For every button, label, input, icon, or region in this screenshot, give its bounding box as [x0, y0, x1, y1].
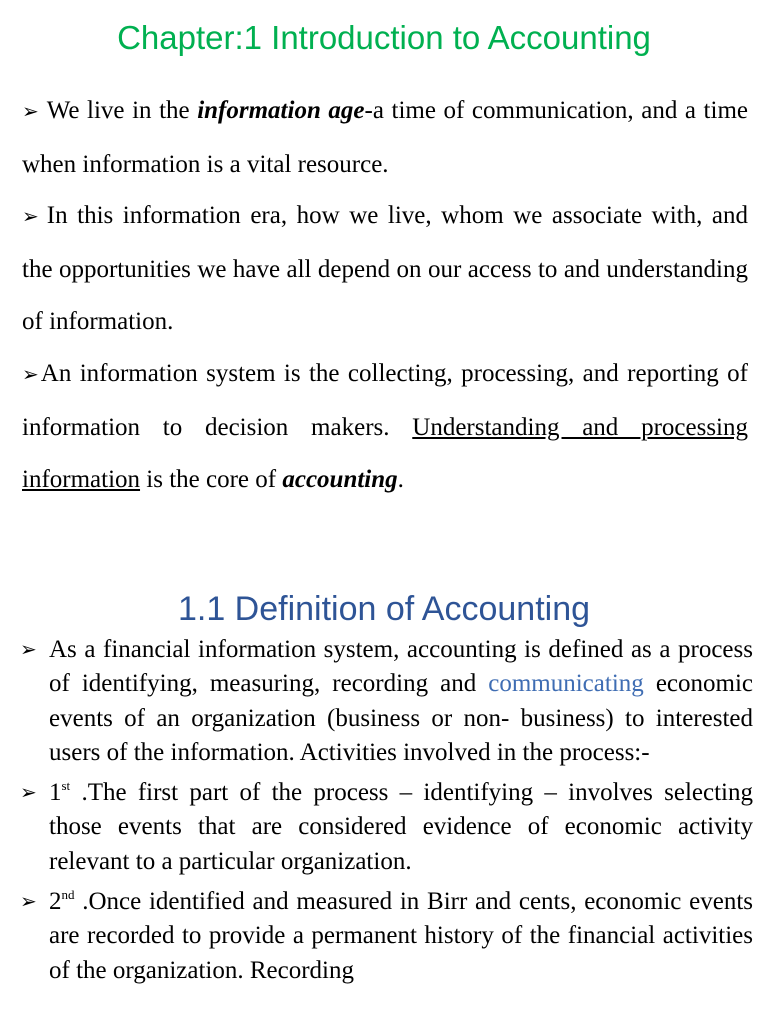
- definition-b3-text: .Once identified and measured in Birr and cents, economic events are recorded to provide a permanent history of the financial activities of the organization. Recording: [49, 888, 753, 984]
- definition-bullet-3: [20, 885, 753, 988]
- definition-b1-text-b: economic events of an organization (business or non- business) to interested users of the information. Activities involved in the process:-: [49, 670, 753, 766]
- intro-paragraph-3: [22, 348, 748, 507]
- definition-b3-ordinal: nd: [61, 887, 75, 903]
- definition-b3-number: 2: [49, 888, 62, 916]
- definition-b2-text: .The first part of the process – identifying – involves selecting those events that are considered evidence of economic activity relevant to a particular organization.: [49, 779, 753, 875]
- intro-p3-emphasis: accounting: [282, 466, 398, 493]
- intro-p1-text-a: We live in the: [46, 97, 198, 124]
- definition-b1-text-a: As a financial information system, accounting is defined as a process of identifying, measuring, recording and: [49, 636, 753, 698]
- definition-b2-ordinal: st: [61, 778, 71, 794]
- intro-paragraph-2: [22, 190, 748, 349]
- arrow-bullet-icon: ➢: [20, 891, 37, 914]
- intro-p1-text-b: -a time of communication, and a time when information is a vital resource.: [22, 97, 748, 178]
- chapter-title: Chapter:1 Introduction to Accounting: [117, 19, 651, 56]
- definition-b2-number: 1: [49, 779, 62, 807]
- intro-p2-text: In this information era, how we live, whom we associate with, and the opportunities we have all depend on our access to and understanding of information.: [22, 202, 748, 335]
- intro-paragraph-1: [22, 85, 748, 191]
- arrow-bullet-icon: ➢: [20, 639, 37, 661]
- definition-bullet-2: [20, 776, 753, 879]
- intro-p1-emphasis: information age: [197, 97, 365, 124]
- intro-p3-text-b: is the core of: [140, 466, 283, 493]
- intro-p3-text-a: An information system is the collecting, processing, and reporting of information to decision makers.: [22, 360, 748, 441]
- communicating-link[interactable]: communicating: [488, 670, 644, 698]
- section-title: 1.1 Definition of Accounting: [177, 590, 591, 628]
- definition-list: [20, 633, 753, 988]
- intro-p3-underlined: Understanding and processing information: [22, 413, 748, 493]
- intro-p3-text-c: .: [397, 466, 404, 493]
- arrow-bullet-icon: ➢: [20, 782, 37, 805]
- definition-bullet-1: [20, 633, 753, 770]
- arrow-bullet-icon: ➢: [22, 101, 39, 123]
- arrow-bullet-icon: ➢: [22, 206, 39, 228]
- arrow-bullet-icon: ➢: [22, 364, 39, 386]
